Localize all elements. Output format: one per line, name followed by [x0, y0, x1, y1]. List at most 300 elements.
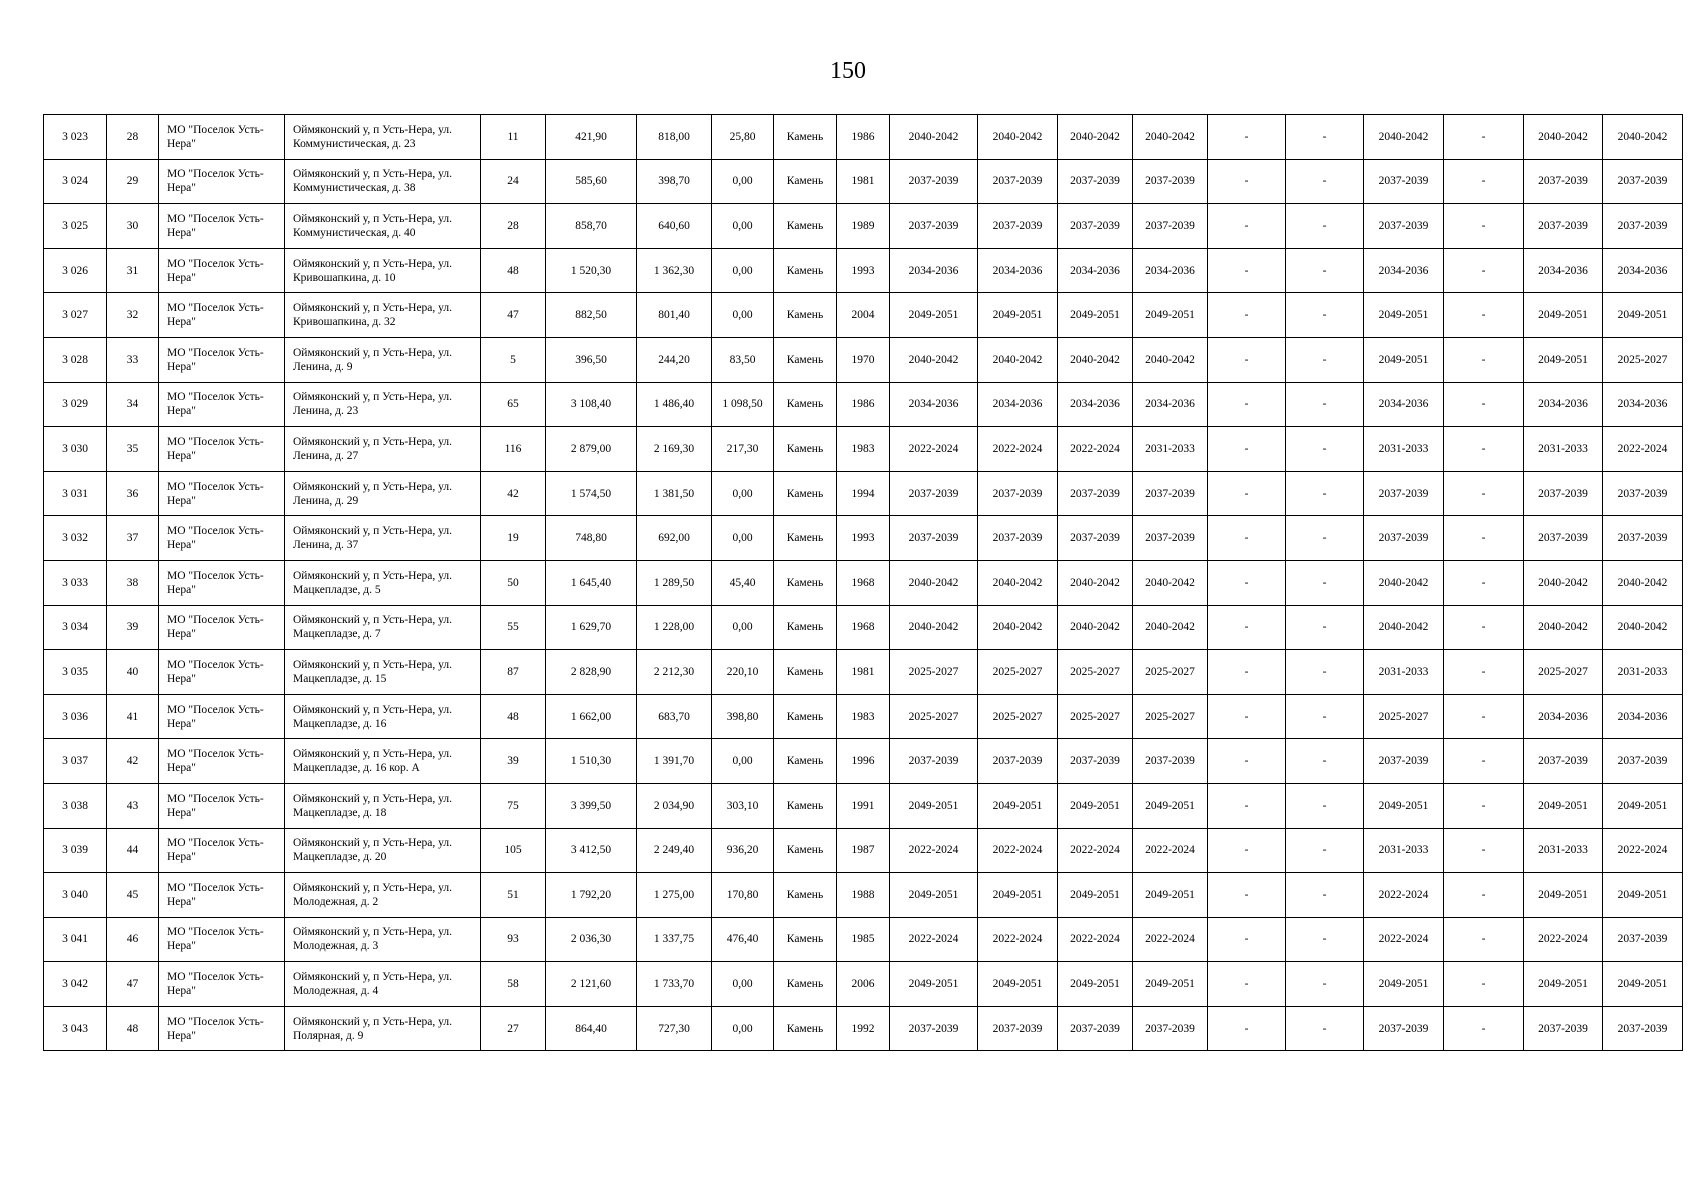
- area-nonresidential-cell: 25,80: [712, 115, 774, 160]
- registry-number-cell: 3 030: [44, 427, 107, 472]
- area-total-cell: 858,70: [546, 204, 637, 249]
- row-index-cell: 43: [107, 783, 159, 828]
- area-residential-cell: 2 212,30: [637, 650, 712, 695]
- period-cell-2: 2025-2027: [978, 650, 1058, 695]
- address-cell: Оймяконский у, п Усть-Нера, ул. Ленина, д. 37: [285, 516, 481, 561]
- period-cell-2: 2037-2039: [978, 516, 1058, 561]
- address-cell: Оймяконский у, п Усть-Нера, ул. Мацкепладзе, д. 7: [285, 605, 481, 650]
- build-year-cell: 1992: [837, 1006, 890, 1051]
- row-index-cell: 46: [107, 917, 159, 962]
- period-cell-8: -: [1444, 962, 1524, 1007]
- period-cell-1: 2022-2024: [890, 427, 978, 472]
- area-residential-cell: 1 486,40: [637, 382, 712, 427]
- period-cell-1: 2037-2039: [890, 471, 978, 516]
- value-cell-1: 48: [481, 248, 546, 293]
- registry-number-cell: 3 039: [44, 828, 107, 873]
- period-cell-6: -: [1286, 917, 1364, 962]
- period-cell-6: -: [1286, 1006, 1364, 1051]
- period-cell-4: 2049-2051: [1133, 873, 1208, 918]
- value-cell-1: 19: [481, 516, 546, 561]
- area-nonresidential-cell: 0,00: [712, 516, 774, 561]
- period-cell-1: 2037-2039: [890, 739, 978, 784]
- registry-number-cell: 3 034: [44, 605, 107, 650]
- row-index-cell: 39: [107, 605, 159, 650]
- table-row: [44, 427, 1683, 472]
- period-cell-2: 2040-2042: [978, 605, 1058, 650]
- wall-material-cell: Камень: [774, 783, 837, 828]
- period-cell-1: 2022-2024: [890, 917, 978, 962]
- municipality-cell: МО "Поселок Усть-Нера": [159, 560, 285, 605]
- period-cell-10: 2037-2039: [1603, 204, 1683, 249]
- address-cell: Оймяконский у, п Усть-Нера, ул. Ленина, д. 23: [285, 382, 481, 427]
- period-cell-10: 2022-2024: [1603, 427, 1683, 472]
- period-cell-7: 2037-2039: [1364, 739, 1444, 784]
- area-total-cell: 2 879,00: [546, 427, 637, 472]
- row-index-cell: 37: [107, 516, 159, 561]
- wall-material-cell: Камень: [774, 382, 837, 427]
- period-cell-9: 2034-2036: [1524, 382, 1603, 427]
- table-row: [44, 159, 1683, 204]
- area-nonresidential-cell: 0,00: [712, 1006, 774, 1051]
- period-cell-6: -: [1286, 248, 1364, 293]
- wall-material-cell: Камень: [774, 1006, 837, 1051]
- period-cell-2: 2037-2039: [978, 204, 1058, 249]
- build-year-cell: 1994: [837, 471, 890, 516]
- period-cell-9: 2037-2039: [1524, 516, 1603, 561]
- value-cell-1: 75: [481, 783, 546, 828]
- area-nonresidential-cell: 83,50: [712, 337, 774, 382]
- period-cell-10: 2049-2051: [1603, 962, 1683, 1007]
- period-cell-4: 2025-2027: [1133, 650, 1208, 695]
- municipality-cell: МО "Поселок Усть-Нера": [159, 204, 285, 249]
- municipality-cell: МО "Поселок Усть-Нера": [159, 248, 285, 293]
- period-cell-7: 2040-2042: [1364, 560, 1444, 605]
- area-residential-cell: 640,60: [637, 204, 712, 249]
- period-cell-3: 2037-2039: [1058, 471, 1133, 516]
- period-cell-10: 2037-2039: [1603, 516, 1683, 561]
- period-cell-5: -: [1208, 917, 1286, 962]
- period-cell-5: -: [1208, 159, 1286, 204]
- period-cell-6: -: [1286, 516, 1364, 561]
- registry-number-cell: 3 036: [44, 694, 107, 739]
- period-cell-2: 2040-2042: [978, 337, 1058, 382]
- value-cell-1: 42: [481, 471, 546, 516]
- period-cell-8: -: [1444, 917, 1524, 962]
- registry-number-cell: 3 025: [44, 204, 107, 249]
- municipality-cell: МО "Поселок Усть-Нера": [159, 917, 285, 962]
- period-cell-2: 2025-2027: [978, 694, 1058, 739]
- value-cell-1: 24: [481, 159, 546, 204]
- wall-material-cell: Камень: [774, 962, 837, 1007]
- period-cell-9: 2034-2036: [1524, 694, 1603, 739]
- period-cell-8: -: [1444, 560, 1524, 605]
- period-cell-9: 2040-2042: [1524, 605, 1603, 650]
- area-nonresidential-cell: 0,00: [712, 739, 774, 784]
- period-cell-5: -: [1208, 337, 1286, 382]
- table-row: [44, 560, 1683, 605]
- period-cell-9: 2025-2027: [1524, 650, 1603, 695]
- period-cell-4: 2040-2042: [1133, 605, 1208, 650]
- period-cell-4: 2049-2051: [1133, 962, 1208, 1007]
- period-cell-1: 2040-2042: [890, 337, 978, 382]
- address-cell: Оймяконский у, п Усть-Нера, ул. Кривошапкина, д. 32: [285, 293, 481, 338]
- period-cell-1: 2040-2042: [890, 115, 978, 160]
- address-cell: Оймяконский у, п Усть-Нера, ул. Коммунистическая, д. 23: [285, 115, 481, 160]
- period-cell-9: 2034-2036: [1524, 248, 1603, 293]
- area-total-cell: 2 121,60: [546, 962, 637, 1007]
- table-row: [44, 248, 1683, 293]
- wall-material-cell: Камень: [774, 560, 837, 605]
- address-cell: Оймяконский у, п Усть-Нера, ул. Ленина, д. 27: [285, 427, 481, 472]
- wall-material-cell: Камень: [774, 248, 837, 293]
- table-row: [44, 1006, 1683, 1051]
- area-nonresidential-cell: 0,00: [712, 248, 774, 293]
- row-index-cell: 36: [107, 471, 159, 516]
- build-year-cell: 1986: [837, 382, 890, 427]
- wall-material-cell: Камень: [774, 650, 837, 695]
- wall-material-cell: Камень: [774, 204, 837, 249]
- value-cell-1: 65: [481, 382, 546, 427]
- build-year-cell: 2006: [837, 962, 890, 1007]
- registry-number-cell: 3 035: [44, 650, 107, 695]
- period-cell-5: -: [1208, 471, 1286, 516]
- row-index-cell: 38: [107, 560, 159, 605]
- build-year-cell: 1983: [837, 427, 890, 472]
- period-cell-10: 2037-2039: [1603, 739, 1683, 784]
- area-total-cell: 864,40: [546, 1006, 637, 1051]
- municipality-cell: МО "Поселок Усть-Нера": [159, 739, 285, 784]
- build-year-cell: 1970: [837, 337, 890, 382]
- period-cell-1: 2034-2036: [890, 382, 978, 427]
- address-cell: Оймяконский у, п Усть-Нера, ул. Ленина, д. 9: [285, 337, 481, 382]
- address-cell: Оймяконский у, п Усть-Нера, ул. Коммунистическая, д. 40: [285, 204, 481, 249]
- area-nonresidential-cell: 936,20: [712, 828, 774, 873]
- period-cell-6: -: [1286, 694, 1364, 739]
- period-cell-9: 2040-2042: [1524, 115, 1603, 160]
- period-cell-1: 2025-2027: [890, 650, 978, 695]
- value-cell-1: 58: [481, 962, 546, 1007]
- table-row: [44, 694, 1683, 739]
- value-cell-1: 87: [481, 650, 546, 695]
- area-residential-cell: 1 381,50: [637, 471, 712, 516]
- area-residential-cell: 1 391,70: [637, 739, 712, 784]
- table-row: [44, 293, 1683, 338]
- period-cell-8: -: [1444, 650, 1524, 695]
- municipality-cell: МО "Поселок Усть-Нера": [159, 962, 285, 1007]
- municipality-cell: МО "Поселок Усть-Нера": [159, 783, 285, 828]
- registry-number-cell: 3 033: [44, 560, 107, 605]
- period-cell-2: 2037-2039: [978, 1006, 1058, 1051]
- period-cell-10: 2034-2036: [1603, 382, 1683, 427]
- period-cell-10: 2049-2051: [1603, 783, 1683, 828]
- address-cell: Оймяконский у, п Усть-Нера, ул. Коммунистическая, д. 38: [285, 159, 481, 204]
- table-row: [44, 471, 1683, 516]
- period-cell-7: 2037-2039: [1364, 1006, 1444, 1051]
- period-cell-6: -: [1286, 650, 1364, 695]
- registry-number-cell: 3 027: [44, 293, 107, 338]
- area-residential-cell: 683,70: [637, 694, 712, 739]
- period-cell-3: 2049-2051: [1058, 873, 1133, 918]
- area-nonresidential-cell: 45,40: [712, 560, 774, 605]
- period-cell-9: 2031-2033: [1524, 828, 1603, 873]
- period-cell-3: 2040-2042: [1058, 560, 1133, 605]
- period-cell-7: 2037-2039: [1364, 516, 1444, 561]
- period-cell-5: -: [1208, 115, 1286, 160]
- period-cell-6: -: [1286, 471, 1364, 516]
- table-row: [44, 873, 1683, 918]
- area-total-cell: 1 574,50: [546, 471, 637, 516]
- table-row: [44, 337, 1683, 382]
- period-cell-8: -: [1444, 248, 1524, 293]
- area-total-cell: 2 036,30: [546, 917, 637, 962]
- period-cell-3: 2037-2039: [1058, 204, 1133, 249]
- period-cell-6: -: [1286, 115, 1364, 160]
- period-cell-5: -: [1208, 694, 1286, 739]
- table-row: [44, 739, 1683, 784]
- area-residential-cell: 818,00: [637, 115, 712, 160]
- period-cell-1: 2037-2039: [890, 159, 978, 204]
- period-cell-5: -: [1208, 783, 1286, 828]
- municipality-cell: МО "Поселок Усть-Нера": [159, 293, 285, 338]
- wall-material-cell: Камень: [774, 337, 837, 382]
- build-year-cell: 1993: [837, 248, 890, 293]
- period-cell-3: 2022-2024: [1058, 427, 1133, 472]
- period-cell-3: 2040-2042: [1058, 115, 1133, 160]
- period-cell-6: -: [1286, 159, 1364, 204]
- period-cell-6: -: [1286, 605, 1364, 650]
- area-total-cell: 3 108,40: [546, 382, 637, 427]
- period-cell-2: 2037-2039: [978, 159, 1058, 204]
- period-cell-2: 2049-2051: [978, 293, 1058, 338]
- area-residential-cell: 244,20: [637, 337, 712, 382]
- area-nonresidential-cell: 217,30: [712, 427, 774, 472]
- period-cell-10: 2037-2039: [1603, 917, 1683, 962]
- wall-material-cell: Камень: [774, 293, 837, 338]
- area-nonresidential-cell: 0,00: [712, 293, 774, 338]
- area-total-cell: 2 828,90: [546, 650, 637, 695]
- area-nonresidential-cell: 1 098,50: [712, 382, 774, 427]
- address-cell: Оймяконский у, п Усть-Нера, ул. Молодежная, д. 2: [285, 873, 481, 918]
- wall-material-cell: Камень: [774, 471, 837, 516]
- period-cell-8: -: [1444, 427, 1524, 472]
- period-cell-1: 2040-2042: [890, 560, 978, 605]
- wall-material-cell: Камень: [774, 159, 837, 204]
- period-cell-8: -: [1444, 471, 1524, 516]
- area-total-cell: 748,80: [546, 516, 637, 561]
- period-cell-10: 2049-2051: [1603, 873, 1683, 918]
- period-cell-5: -: [1208, 605, 1286, 650]
- value-cell-1: 28: [481, 204, 546, 249]
- period-cell-3: 2037-2039: [1058, 159, 1133, 204]
- value-cell-1: 48: [481, 694, 546, 739]
- row-index-cell: 42: [107, 739, 159, 784]
- period-cell-8: -: [1444, 694, 1524, 739]
- value-cell-1: 47: [481, 293, 546, 338]
- period-cell-4: 2040-2042: [1133, 115, 1208, 160]
- registry-number-cell: 3 031: [44, 471, 107, 516]
- row-index-cell: 33: [107, 337, 159, 382]
- table-row: [44, 828, 1683, 873]
- period-cell-9: 2037-2039: [1524, 159, 1603, 204]
- period-cell-1: 2037-2039: [890, 1006, 978, 1051]
- period-cell-8: -: [1444, 783, 1524, 828]
- period-cell-6: -: [1286, 293, 1364, 338]
- wall-material-cell: Камень: [774, 694, 837, 739]
- address-cell: Оймяконский у, п Усть-Нера, ул. Ленина, д. 29: [285, 471, 481, 516]
- area-nonresidential-cell: 398,80: [712, 694, 774, 739]
- value-cell-1: 116: [481, 427, 546, 472]
- period-cell-6: -: [1286, 783, 1364, 828]
- municipality-cell: МО "Поселок Усть-Нера": [159, 516, 285, 561]
- registry-number-cell: 3 043: [44, 1006, 107, 1051]
- period-cell-10: 2037-2039: [1603, 159, 1683, 204]
- period-cell-7: 2049-2051: [1364, 783, 1444, 828]
- period-cell-9: 2040-2042: [1524, 560, 1603, 605]
- value-cell-1: 5: [481, 337, 546, 382]
- period-cell-1: 2034-2036: [890, 248, 978, 293]
- municipality-cell: МО "Поселок Усть-Нера": [159, 337, 285, 382]
- period-cell-4: 2022-2024: [1133, 917, 1208, 962]
- municipality-cell: МО "Поселок Усть-Нера": [159, 873, 285, 918]
- area-residential-cell: 1 275,00: [637, 873, 712, 918]
- area-nonresidential-cell: 0,00: [712, 962, 774, 1007]
- period-cell-7: 2022-2024: [1364, 917, 1444, 962]
- area-total-cell: 1 662,00: [546, 694, 637, 739]
- period-cell-8: -: [1444, 115, 1524, 160]
- municipality-cell: МО "Поселок Усть-Нера": [159, 159, 285, 204]
- build-year-cell: 1983: [837, 694, 890, 739]
- period-cell-3: 2034-2036: [1058, 382, 1133, 427]
- build-year-cell: 1981: [837, 159, 890, 204]
- registry-number-cell: 3 041: [44, 917, 107, 962]
- period-cell-1: 2022-2024: [890, 828, 978, 873]
- period-cell-2: 2034-2036: [978, 248, 1058, 293]
- period-cell-7: 2034-2036: [1364, 248, 1444, 293]
- period-cell-10: 2040-2042: [1603, 115, 1683, 160]
- area-nonresidential-cell: 0,00: [712, 204, 774, 249]
- period-cell-9: 2022-2024: [1524, 917, 1603, 962]
- period-cell-2: 2037-2039: [978, 739, 1058, 784]
- period-cell-4: 2049-2051: [1133, 783, 1208, 828]
- period-cell-5: -: [1208, 427, 1286, 472]
- period-cell-4: 2037-2039: [1133, 471, 1208, 516]
- build-year-cell: 1968: [837, 560, 890, 605]
- period-cell-4: 2025-2027: [1133, 694, 1208, 739]
- period-cell-10: 2037-2039: [1603, 471, 1683, 516]
- address-cell: Оймяконский у, п Усть-Нера, ул. Полярная, д. 9: [285, 1006, 481, 1051]
- period-cell-1: 2049-2051: [890, 962, 978, 1007]
- period-cell-3: 2049-2051: [1058, 783, 1133, 828]
- housing-registry-table: [43, 114, 1683, 1051]
- period-cell-1: 2037-2039: [890, 204, 978, 249]
- period-cell-2: 2049-2051: [978, 962, 1058, 1007]
- period-cell-4: 2037-2039: [1133, 516, 1208, 561]
- period-cell-10: 2040-2042: [1603, 560, 1683, 605]
- table-row: [44, 917, 1683, 962]
- period-cell-9: 2049-2051: [1524, 293, 1603, 338]
- period-cell-4: 2034-2036: [1133, 248, 1208, 293]
- table-row: [44, 962, 1683, 1007]
- period-cell-5: -: [1208, 962, 1286, 1007]
- area-total-cell: 3 412,50: [546, 828, 637, 873]
- period-cell-4: 2037-2039: [1133, 739, 1208, 784]
- row-index-cell: 31: [107, 248, 159, 293]
- row-index-cell: 45: [107, 873, 159, 918]
- area-total-cell: 1 792,20: [546, 873, 637, 918]
- address-cell: Оймяконский у, п Усть-Нера, ул. Мацкепладзе, д. 15: [285, 650, 481, 695]
- period-cell-7: 2031-2033: [1364, 650, 1444, 695]
- period-cell-7: 2037-2039: [1364, 159, 1444, 204]
- period-cell-7: 2022-2024: [1364, 873, 1444, 918]
- wall-material-cell: Камень: [774, 427, 837, 472]
- page-number: 150: [830, 58, 866, 84]
- period-cell-3: 2040-2042: [1058, 605, 1133, 650]
- row-index-cell: 35: [107, 427, 159, 472]
- value-cell-1: 50: [481, 560, 546, 605]
- area-nonresidential-cell: 170,80: [712, 873, 774, 918]
- period-cell-1: 2037-2039: [890, 516, 978, 561]
- address-cell: Оймяконский у, п Усть-Нера, ул. Мацкепладзе, д. 16 кор. А: [285, 739, 481, 784]
- municipality-cell: МО "Поселок Усть-Нера": [159, 115, 285, 160]
- municipality-cell: МО "Поселок Усть-Нера": [159, 650, 285, 695]
- period-cell-7: 2049-2051: [1364, 293, 1444, 338]
- row-index-cell: 28: [107, 115, 159, 160]
- period-cell-3: 2049-2051: [1058, 293, 1133, 338]
- area-residential-cell: 692,00: [637, 516, 712, 561]
- registry-number-cell: 3 024: [44, 159, 107, 204]
- value-cell-1: 55: [481, 605, 546, 650]
- period-cell-10: 2049-2051: [1603, 293, 1683, 338]
- area-nonresidential-cell: 303,10: [712, 783, 774, 828]
- build-year-cell: 1968: [837, 605, 890, 650]
- period-cell-5: -: [1208, 650, 1286, 695]
- build-year-cell: 2004: [837, 293, 890, 338]
- table-row: [44, 516, 1683, 561]
- area-residential-cell: 1 733,70: [637, 962, 712, 1007]
- area-nonresidential-cell: 0,00: [712, 605, 774, 650]
- period-cell-1: 2049-2051: [890, 873, 978, 918]
- period-cell-4: 2037-2039: [1133, 159, 1208, 204]
- period-cell-3: 2022-2024: [1058, 917, 1133, 962]
- period-cell-5: -: [1208, 248, 1286, 293]
- area-total-cell: 1 510,30: [546, 739, 637, 784]
- period-cell-3: 2037-2039: [1058, 1006, 1133, 1051]
- row-index-cell: 44: [107, 828, 159, 873]
- municipality-cell: МО "Поселок Усть-Нера": [159, 605, 285, 650]
- period-cell-2: 2049-2051: [978, 783, 1058, 828]
- build-year-cell: 1989: [837, 204, 890, 249]
- period-cell-2: 2034-2036: [978, 382, 1058, 427]
- period-cell-3: 2037-2039: [1058, 739, 1133, 784]
- period-cell-10: 2025-2027: [1603, 337, 1683, 382]
- build-year-cell: 1986: [837, 115, 890, 160]
- registry-number-cell: 3 028: [44, 337, 107, 382]
- table-row: [44, 115, 1683, 160]
- period-cell-8: -: [1444, 828, 1524, 873]
- registry-body: [44, 115, 1683, 1051]
- area-residential-cell: 2 034,90: [637, 783, 712, 828]
- wall-material-cell: Камень: [774, 739, 837, 784]
- municipality-cell: МО "Поселок Усть-Нера": [159, 382, 285, 427]
- period-cell-5: -: [1208, 382, 1286, 427]
- registry-number-cell: 3 040: [44, 873, 107, 918]
- period-cell-8: -: [1444, 605, 1524, 650]
- period-cell-6: -: [1286, 427, 1364, 472]
- period-cell-5: -: [1208, 873, 1286, 918]
- period-cell-8: -: [1444, 204, 1524, 249]
- registry-number-cell: 3 032: [44, 516, 107, 561]
- period-cell-1: 2049-2051: [890, 783, 978, 828]
